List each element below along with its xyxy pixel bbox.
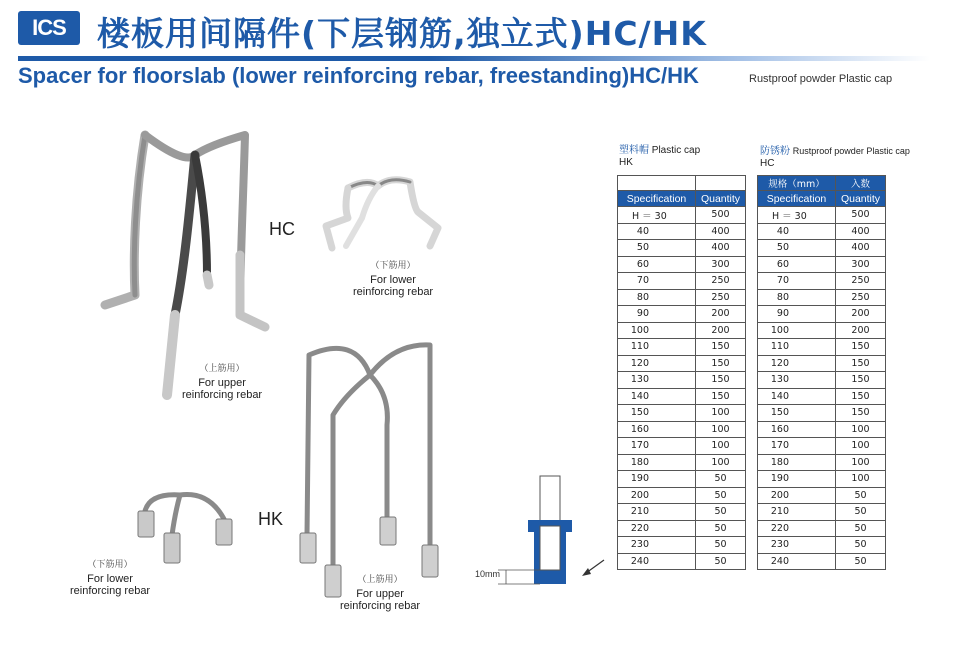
spec-cell: 220 — [758, 520, 836, 537]
caption-en: Rustproof powder Plastic cap — [792, 146, 910, 156]
spec-cell: 70 — [758, 273, 836, 290]
table-row — [758, 207, 886, 224]
table-row — [618, 322, 746, 339]
label-line1: For lower — [370, 274, 416, 286]
hc-spec-table — [757, 175, 886, 570]
table-row — [758, 454, 886, 471]
table-row — [618, 289, 746, 306]
label-line1: For lower — [87, 573, 133, 585]
table-row — [758, 240, 886, 257]
caption-cn: 防锈粉 — [760, 146, 790, 157]
table-row — [758, 504, 886, 521]
qty-cell: 100 — [696, 438, 746, 455]
spec-cell: 150 — [618, 405, 696, 422]
qty-cell: 400 — [696, 223, 746, 240]
col-qty: Quantity — [696, 191, 746, 207]
table-row — [758, 553, 886, 570]
spec-cell: 50 — [758, 240, 836, 257]
table-row — [758, 322, 886, 339]
table-row — [758, 256, 886, 273]
qty-cell: 200 — [696, 322, 746, 339]
table-row — [618, 487, 746, 504]
table-head — [618, 191, 746, 207]
qty-cell: 150 — [836, 388, 886, 405]
table-row — [758, 537, 886, 554]
spec-cell: 60 — [758, 256, 836, 273]
qty-cell: 50 — [836, 504, 886, 521]
qty-cell: 300 — [696, 256, 746, 273]
qty-cell: 50 — [696, 537, 746, 554]
spec-cell: 130 — [618, 372, 696, 389]
table-row — [758, 223, 886, 240]
hc-label: HC — [269, 219, 295, 239]
hk-spec-table — [617, 175, 746, 570]
qty-cell: 250 — [696, 289, 746, 306]
spec-cell: 200 — [618, 487, 696, 504]
col-spec: Specification — [758, 191, 836, 207]
spec-cell: 180 — [618, 454, 696, 471]
table-row — [618, 438, 746, 455]
table-row — [618, 520, 746, 537]
lower-rebar-label-hc — [353, 258, 433, 298]
spec-cell: 80 — [758, 289, 836, 306]
spec-cell: H ＝ 30 — [758, 207, 836, 224]
qty-cell: 100 — [836, 421, 886, 438]
spec-cell: 190 — [758, 471, 836, 488]
spec-cell: 230 — [758, 537, 836, 554]
spec-cell: 70 — [618, 273, 696, 290]
qty-cell: 100 — [696, 405, 746, 422]
label-line2: reinforcing rebar — [70, 585, 151, 597]
qty-cell: 50 — [696, 487, 746, 504]
spec-cell: 210 — [758, 504, 836, 521]
spec-cell: 240 — [758, 553, 836, 570]
table-row — [618, 388, 746, 405]
qty-cell: 150 — [696, 388, 746, 405]
table-row — [618, 207, 746, 224]
table-row — [618, 256, 746, 273]
qty-cell: 150 — [696, 355, 746, 372]
spec-cell: 40 — [758, 223, 836, 240]
qty-cell: 100 — [836, 471, 886, 488]
table-row — [758, 471, 886, 488]
qty-cell: 100 — [836, 438, 886, 455]
qty-cell: 200 — [836, 322, 886, 339]
paren-label: （下筋用） — [87, 559, 133, 569]
table-head — [758, 191, 886, 207]
qty-cell: 50 — [696, 504, 746, 521]
qty-cell: 50 — [696, 553, 746, 570]
qty-cell: 100 — [836, 454, 886, 471]
spec-cell: 240 — [618, 553, 696, 570]
table-row — [758, 273, 886, 290]
qty-cell: 400 — [836, 223, 886, 240]
table-row — [758, 520, 886, 537]
table-head-cn — [758, 176, 886, 191]
table-row — [758, 438, 886, 455]
table-row — [758, 487, 886, 504]
qty-cell: 50 — [836, 537, 886, 554]
qty-cell: 150 — [836, 405, 886, 422]
spec-cell: 120 — [618, 355, 696, 372]
caption-en: Plastic cap — [651, 145, 701, 156]
paren-label: （上筋用） — [199, 363, 245, 373]
page-title-en: Spacer for floorslab (lower reinforcing rebar, freestanding)HC/HK — [18, 63, 699, 88]
spec-cell: 90 — [618, 306, 696, 323]
label-line2: reinforcing rebar — [340, 600, 421, 612]
qty-cell: 250 — [836, 289, 886, 306]
qty-cell: 50 — [836, 487, 886, 504]
qty-cell: 50 — [696, 520, 746, 537]
finish-note: Rustproof powder Plastic cap — [749, 73, 893, 85]
table-row — [758, 388, 886, 405]
table-row — [758, 306, 886, 323]
table-row — [618, 454, 746, 471]
caption-model: HC — [760, 158, 775, 169]
hc-lower-spacer-image — [318, 168, 448, 258]
table-row — [618, 553, 746, 570]
title-divider — [18, 56, 930, 61]
label-line2: reinforcing rebar — [353, 286, 434, 298]
table-row — [618, 306, 746, 323]
table-row — [618, 273, 746, 290]
spec-cell: 60 — [618, 256, 696, 273]
table-row — [758, 339, 886, 356]
qty-cell: 150 — [696, 372, 746, 389]
hk-upper-spacer-image — [295, 335, 445, 600]
paren-label: （下筋用） — [370, 260, 416, 270]
caption-cn: 塑料帽 — [619, 145, 649, 156]
page-title-cn: 楼板用间隔件(下层钢筋,独立式)HC/HK — [97, 14, 707, 53]
spec-cell: 180 — [758, 454, 836, 471]
spec-cell: 100 — [618, 322, 696, 339]
spec-cell: 140 — [618, 388, 696, 405]
spec-cell: 210 — [618, 504, 696, 521]
upper-rebar-label-hc — [182, 361, 262, 401]
qty-cell: 500 — [836, 207, 886, 224]
hc-table-caption — [760, 145, 910, 170]
spec-cell: 130 — [758, 372, 836, 389]
label-line1: For upper — [356, 588, 404, 600]
qty-cell: 200 — [696, 306, 746, 323]
spec-cell: 100 — [758, 322, 836, 339]
head-cn-cell — [696, 176, 746, 191]
paren-label: （上筋用） — [357, 574, 403, 584]
cap-dim-label: 10mm — [475, 569, 501, 579]
table-row — [618, 471, 746, 488]
lower-rebar-label-hk — [70, 557, 150, 597]
qty-cell: 300 — [836, 256, 886, 273]
spec-cell: 150 — [758, 405, 836, 422]
spec-cell: 140 — [758, 388, 836, 405]
spec-cell: 160 — [758, 421, 836, 438]
table-row — [758, 405, 886, 422]
col-spec: Specification — [618, 191, 696, 207]
spec-cell: 40 — [618, 223, 696, 240]
table-row — [618, 504, 746, 521]
spec-cell: 110 — [618, 339, 696, 356]
col-qty: Quantity — [836, 191, 886, 207]
hk-label: HK — [258, 509, 284, 529]
label-line2: reinforcing rebar — [182, 389, 263, 401]
head-cn-cell: 入数 — [836, 176, 886, 191]
spec-cell: 110 — [758, 339, 836, 356]
spec-cell: 190 — [618, 471, 696, 488]
qty-cell: 150 — [836, 355, 886, 372]
table-head-cn — [618, 176, 746, 191]
spec-cell: 170 — [758, 438, 836, 455]
qty-cell: 100 — [696, 421, 746, 438]
qty-cell: 400 — [836, 240, 886, 257]
table-row — [618, 421, 746, 438]
upper-rebar-label-hk — [340, 572, 420, 612]
qty-cell: 150 — [696, 339, 746, 356]
qty-cell: 250 — [836, 273, 886, 290]
spec-cell: 120 — [758, 355, 836, 372]
table-row — [758, 289, 886, 306]
qty-cell: 500 — [696, 207, 746, 224]
caption-model: HK — [619, 157, 633, 168]
qty-cell: 200 — [836, 306, 886, 323]
spec-cell: 160 — [618, 421, 696, 438]
table-row — [618, 405, 746, 422]
table-row — [618, 355, 746, 372]
spec-cell: 90 — [758, 306, 836, 323]
spec-cell: 170 — [618, 438, 696, 455]
qty-cell: 50 — [836, 553, 886, 570]
label-line1: For upper — [198, 377, 246, 389]
head-cn-cell — [618, 176, 696, 191]
spec-cell: H ＝ 30 — [618, 207, 696, 224]
spec-cell: 200 — [758, 487, 836, 504]
head-cn-cell: 规格（mm） — [758, 176, 836, 191]
spec-cell: 220 — [618, 520, 696, 537]
spec-cell: 80 — [618, 289, 696, 306]
qty-cell: 150 — [836, 372, 886, 389]
table-row — [618, 537, 746, 554]
table-row — [758, 421, 886, 438]
qty-cell: 50 — [696, 471, 746, 488]
table-row — [618, 339, 746, 356]
qty-cell: 250 — [696, 273, 746, 290]
hk-table-caption — [619, 145, 700, 169]
table-row — [758, 355, 886, 372]
table-row — [618, 372, 746, 389]
qty-cell: 100 — [696, 454, 746, 471]
table-row — [758, 372, 886, 389]
table-row — [618, 223, 746, 240]
qty-cell: 400 — [696, 240, 746, 257]
table-row — [618, 240, 746, 257]
qty-cell: 50 — [836, 520, 886, 537]
company-logo: ICS — [18, 11, 80, 45]
spec-cell: 50 — [618, 240, 696, 257]
spec-cell: 230 — [618, 537, 696, 554]
qty-cell: 150 — [836, 339, 886, 356]
